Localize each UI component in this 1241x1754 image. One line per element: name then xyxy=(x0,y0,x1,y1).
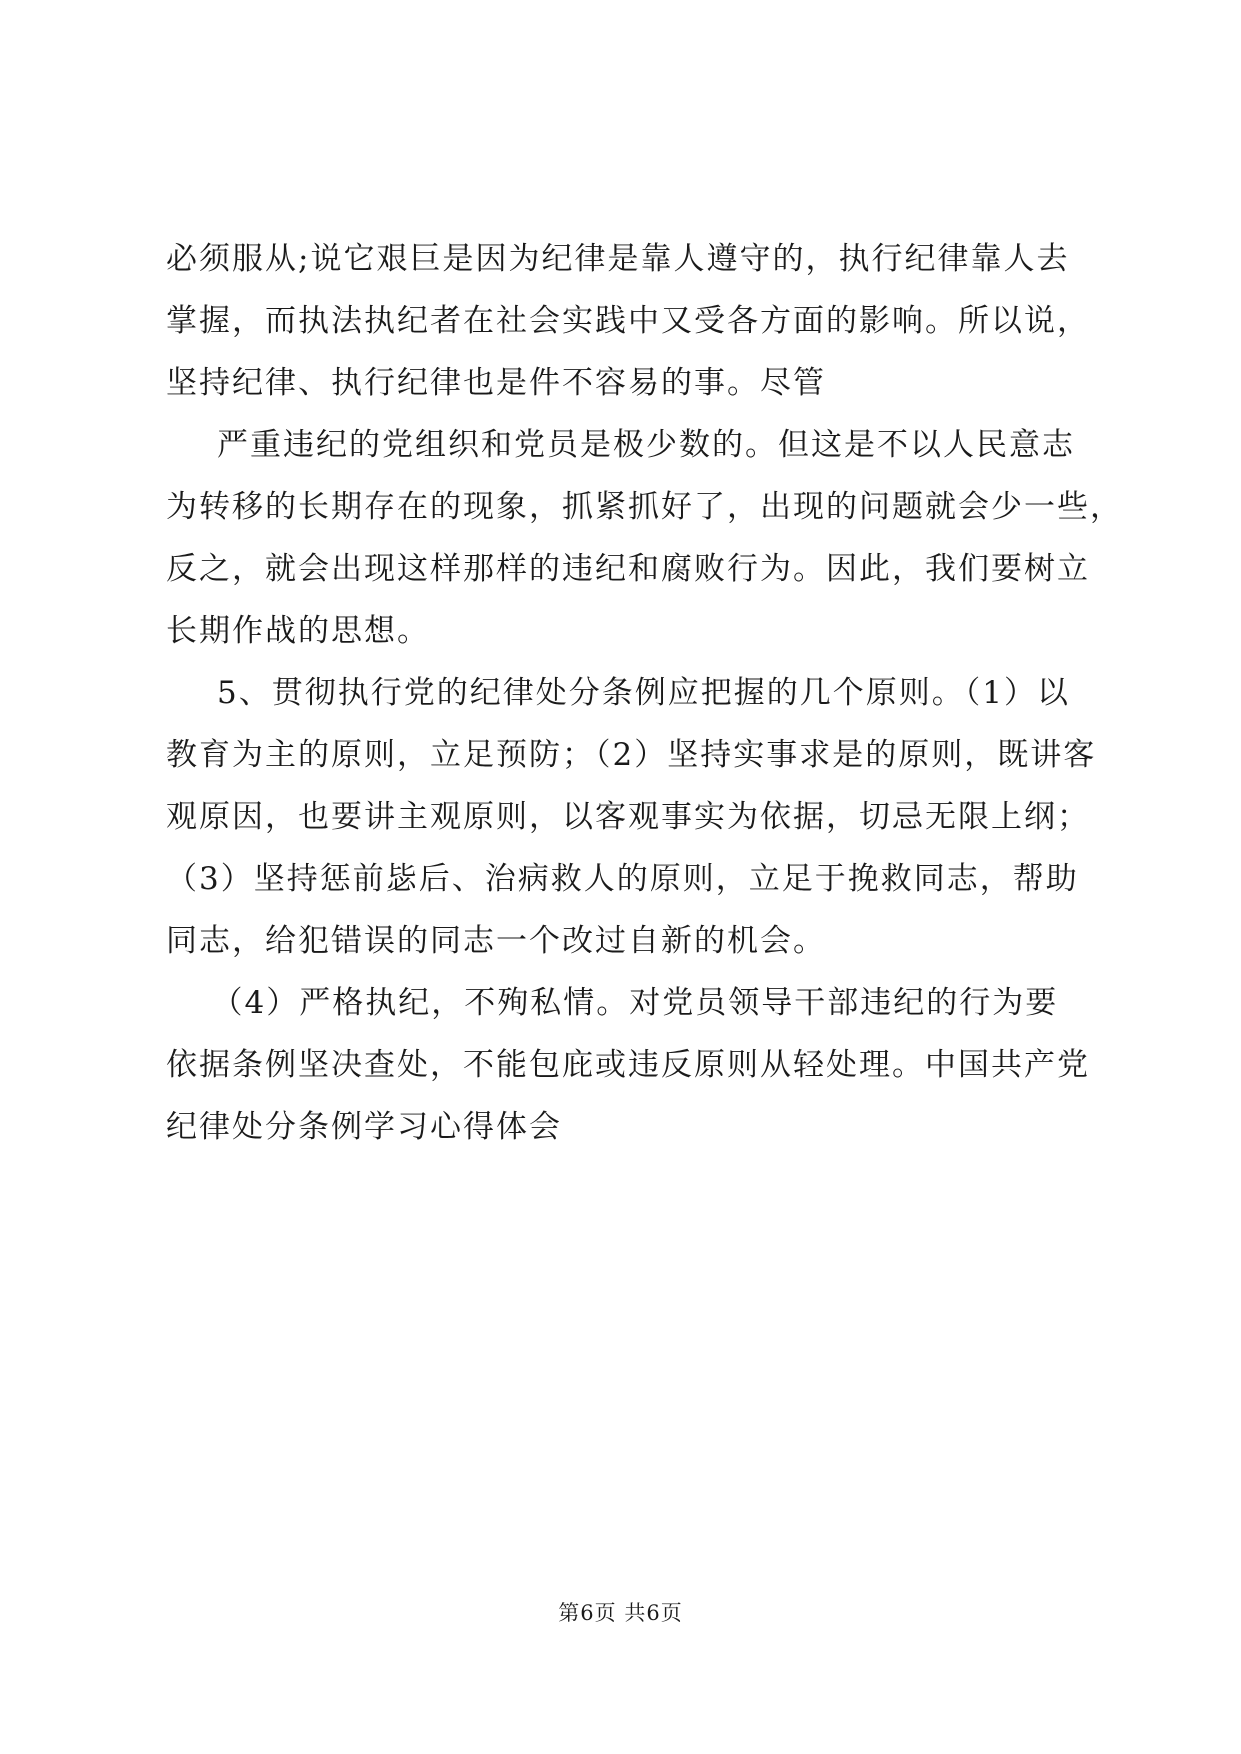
page-number-footer: 第6页 共6页 xyxy=(558,1601,683,1625)
text-line: （4）严格执纪，不殉私情。对党员领导干部违纪的行为要 xyxy=(194,985,1059,1021)
text-line: 依据条例坚决查处，不能包庇或违反原则从轻处理。中国共产党 xyxy=(166,1047,1090,1083)
text-line: 严重违纪的党组织和党员是极少数的。但这是不以人民意志 xyxy=(184,427,1075,463)
text-line: 掌握，而执法执纪者在社会实践中又受各方面的影响。所以说， xyxy=(166,303,1090,339)
text-line: 反之，就会出现这样那样的违纪和腐败行为。因此，我们要树立 xyxy=(166,551,1090,587)
text-line: 必须服从;说它艰巨是因为纪律是靠人遵守的，执行纪律靠人去 xyxy=(166,241,1070,277)
body-text xyxy=(166,228,1123,1158)
text-line: 纪律处分条例学习心得体会 xyxy=(166,1109,562,1145)
text-line: 为转移的长期存在的现象，抓紧抓好了，出现的问题就会少一些， xyxy=(166,489,1123,525)
text-line: 长期作战的思想。 xyxy=(166,613,430,649)
text-line: 观原因，也要讲主观原则，以客观事实为依据，切忌无限上纲； xyxy=(166,799,1090,835)
text-line: （3）坚持惩前毖后、治病救人的原则，立足于挽救同志，帮助 xyxy=(166,861,1079,897)
text-line: 5、贯彻执行党的纪律处分条例应把握的几个原则。（1）以 xyxy=(184,675,1070,711)
text-line: 同志，给犯错误的同志一个改过自新的机会。 xyxy=(166,923,826,959)
text-line: 教育为主的原则，立足预防；（2）坚持实事求是的原则，既讲客 xyxy=(166,737,1097,773)
text-line: 坚持纪律、执行纪律也是件不容易的事。尽管 xyxy=(166,365,826,401)
